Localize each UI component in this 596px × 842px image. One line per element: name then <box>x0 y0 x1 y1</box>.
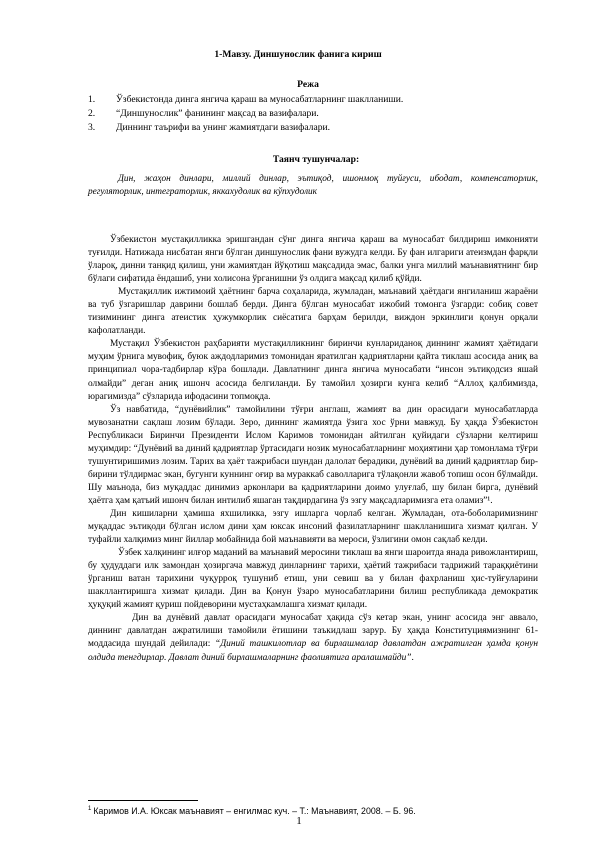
footnote-divider <box>88 800 198 801</box>
plan-heading: Режа <box>297 79 319 90</box>
body-paragraph: Мустақиллик ижтимоий ҳаётнинг барча соҳаларида, жумладан, маънавий ҳаётдаги янгиланиш жараёни ва туб ўзгаришлар даврини бошлаб берди. Динга бўлган муносабат ижобий томонга ўзгарди: собиқ совет тизимининг динга атеистик ҳужумкорлик сиёсатига барҳам берилди, виждон эркинлиги қонун орқали кафолатланди. <box>88 287 538 337</box>
last-paragraph-end: . <box>411 652 414 663</box>
key-concepts-text: Дин, жаҳон динлари, миллий динлар, эътиқод, ишонмоқ туйғуси, ибодат, компенсаторлик, регуляторлик, интеграторлик, яккахудолик ва кўпхудолик <box>88 174 538 197</box>
body-paragraph: Ўз навбатида, “дунёвийлик” тамойилини тўғри англаш, жамият ва дин орасидаги муносабатларда мувозанатни сақлаш лозим бўлади. Зеро, диннинг жамиятда ўзига хос ўрни мавжуд. Бу ҳақда Ўзбекистон Республикаси Биринчи Президенти Ислом Каримов томонидан айтилган қуйидаги сўзларни келтириш муҳимдир: “Дунёвий ва диний қадриятлар ўртасидаги нозик муносабатларнинг моҳиятини ҳар томонлама тўғри тушунтиришимиз лозим. Тарих ва ҳаёт тажрибаси шундан далолат берадики, дунёвий ва диний қадриятлар бир-бирини тўлдирмас экан, бугунги куннинг оғир ва мураккаб саволларига тўлақонли жавоб топиш осон бўлмайди. Шу маънода, биз муқаддас динимиз арконлари ва қадриятларини доимо улуғлаб, шу билан бирга, дунёвий ҳаётга ҳам қатъий ишонч билан интилиб яшаган тақдирдагина ўз эзгу мақсадларимизга ета оламиз”¹. <box>88 404 538 506</box>
constitution-quote: “Диний ташкилотлар ва бирлашмалар давлатдан ажратилган ҳамда қонун олдида тенгдирлар. Давлат диний бирлашмаларнинг фаолиятига аралашмайди” <box>88 639 538 663</box>
plan-list <box>88 93 508 135</box>
body-paragraph: Ўзбекистон мустақилликка эришгандан сўнг динга янгича қараш ва муносабат билдириш имконияти туғилди. Натижада нисбатан янги бўлган диншунослик фани вужудга келди. Бу фан илгариги атеизмдан фарқли ўлароқ, динни танқид қилиш, уни жамиятдан йўқотиш мақсадида эмас, балки унга миллий маънавиятнинг бир бўлаги сифатида ёндашиб, уни холисона ўрганишни ўз олдига мақсад қилиб қўйди. <box>88 235 538 285</box>
plan-item <box>88 93 508 107</box>
plan-item-text: Ўзбекистонда динга янгича қараш ва муносабатларнинг шаклланиши. <box>116 94 404 105</box>
plan-item-number: 3. <box>88 122 96 133</box>
body-paragraph: Мустақил Ўзбекистон раҳбарияти мустақилликнинг биринчи кунлариданоқ диннинг жамият ҳаётидаги муҳим ўрнига мувофиқ, буюк аждодларимиз томонидан яратилган қадриятларни қайта тиклаш асосида аниқ ва принципиал чора-тадбирлар кўра бошлади. Давлатнинг динга янгича муносабати “инсон эътиқодсиз яшай олмайди” деган аниқ ишонч асосида белгиланди. Бу тамойил ҳозирги кунга келиб “Аллоҳ қалбимизда, юрагимизда” сўзларида ифодасини топмоқда. <box>88 339 538 402</box>
page-title: 1-Мавзу. Диншунослик фанига кириш <box>214 49 382 60</box>
body-paragraph-last <box>88 612 538 664</box>
key-concepts-heading: Таянч тушунчалар: <box>272 154 360 165</box>
footnote-text: Каримов И.А. Юксак маънавият – енгилмас куч. – Т.: Маънавият, 2008. – Б. 96. <box>93 806 416 816</box>
body-text <box>88 234 538 665</box>
plan-item <box>88 107 508 121</box>
plan-item-text: Диннинг таърифи ва унинг жамиятдаги вазифалари. <box>116 122 331 133</box>
page-number: 1 <box>296 815 302 827</box>
plan-item-text: “Диншунослик” фанининг мақсад ва вазифалари. <box>116 108 319 119</box>
body-paragraph: Ўзбек халқининг илғор маданий ва маънавий меросини тиклаш ва янги шароитда янада ривожлантириш, бу ҳудуддаги илк замондан ҳозиргача мавжуд динларнинг тарихи, ҳаётий тажрибаси тадрижий тараққиётини ўрганиш ватан тарихини чуқурроқ тушуниб етиш, уни севиш ва у билан фахрланиш ҳис-туйғуларини шакллантиришга хизмат қилади. Дин ва Қонун ўзаро муносабатларини билиш республикада демократик ҳуқуқий жамият қуриш пойдеворини мустаҳкамлашга хизмат қилади. <box>88 548 538 611</box>
body-paragraph: Дин кишиларни ҳамиша яхшиликка, эзгу ишларга чорлаб келган. Жумладан, ота-боболаримизнинг муқаддас эътиқоди бўлган ислом дини ҳам юксак инсоний фазилатларнинг шаклланишига хизмат қилган. У туфайли халқимиз минг йиллар мобайнида бой маънавияти ва мероси, ўзлигини омон сақлаб келди. <box>88 508 538 546</box>
footnote-mark: 1 <box>88 806 92 813</box>
last-paragraph-lead: Дин ва дунёвий давлат орасидаги муносабат ҳақида сўз кетар экан, унинг асосида энг аввало, диннинг давлатдан ажратилиши тамойили ётишини таъкидлаш зарур. Бу ҳақда Конституциямизнинг 61-моддасида шундай дейилади: <box>88 613 538 650</box>
plan-item <box>88 121 508 135</box>
plan-item-number: 2. <box>88 108 96 119</box>
plan-item-number: 1. <box>88 94 96 105</box>
